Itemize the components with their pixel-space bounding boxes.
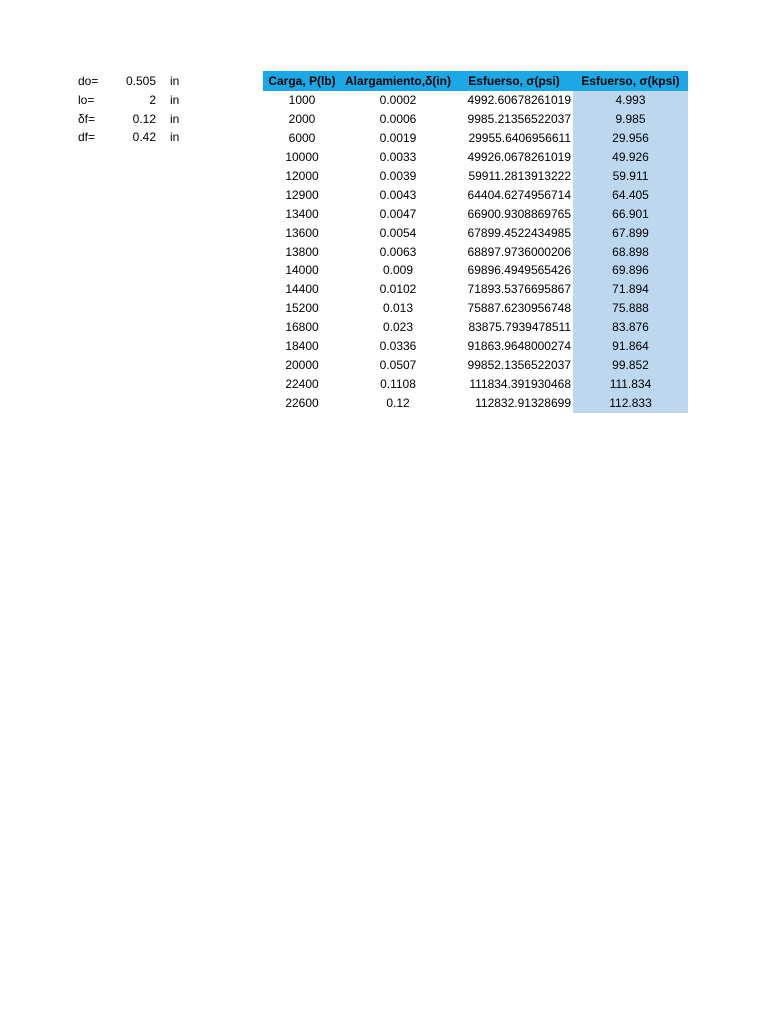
cell-elongation: 0.12 bbox=[386, 396, 410, 410]
cell-load: 12900 bbox=[285, 187, 319, 202]
cell-stress-kpsi: 64.405 bbox=[573, 186, 688, 205]
cell-stress-psi: 29955.6406956611 bbox=[468, 130, 571, 145]
header-stress-psi: Esfuerso, σ(psi) bbox=[468, 74, 560, 88]
cell-load: 13800 bbox=[285, 244, 319, 259]
cell-load: 16800 bbox=[285, 320, 319, 335]
cell-elongation: 0.0006 bbox=[379, 111, 417, 126]
param-value: 0.505 bbox=[125, 74, 156, 88]
table-row bbox=[263, 224, 688, 243]
cell-stress-psi: 68897.9736000206 bbox=[467, 244, 571, 259]
cell-stress-kpsi: 68.898 bbox=[573, 243, 688, 262]
cell-stress-kpsi: 91.864 bbox=[573, 337, 688, 356]
cell-load: 2000 bbox=[288, 111, 316, 126]
table-row bbox=[263, 167, 688, 186]
cell-elongation: 0.0039 bbox=[379, 168, 417, 183]
cell-stress-kpsi: 9.985 bbox=[573, 110, 688, 129]
table-row bbox=[263, 280, 688, 299]
param-value: 2 bbox=[149, 92, 156, 107]
header-load: Carga, P(lb) bbox=[268, 74, 336, 88]
cell-stress-psi: 111834.391930468 bbox=[469, 377, 571, 392]
cell-elongation: 0.0063 bbox=[379, 244, 417, 259]
cell-elongation: 0.0047 bbox=[379, 206, 417, 221]
table-row bbox=[263, 299, 688, 318]
cell-stress-psi: 91863.9648000274 bbox=[467, 339, 571, 354]
cell-stress-kpsi: 83.876 bbox=[573, 318, 688, 337]
cell-elongation: 0.1108 bbox=[380, 377, 416, 392]
cell-stress-psi: 4992.60678261019 bbox=[467, 93, 571, 107]
cell-stress-kpsi: 71.894 bbox=[573, 280, 688, 299]
cell-stress-kpsi: 69.896 bbox=[573, 261, 688, 280]
table-row bbox=[263, 186, 688, 205]
table-row bbox=[263, 394, 688, 413]
cell-load: 14000 bbox=[285, 263, 319, 278]
param-value: 0.42 bbox=[132, 130, 156, 145]
cell-stress-psi: 83875.7939478511 bbox=[468, 320, 571, 335]
cell-stress-kpsi: 99.852 bbox=[573, 356, 688, 375]
cell-load: 18400 bbox=[285, 339, 319, 354]
table-row bbox=[263, 110, 688, 129]
cell-stress-kpsi: 59.911 bbox=[573, 167, 688, 186]
cell-elongation: 0.0336 bbox=[379, 339, 417, 354]
cell-stress-psi: 49926.0678261019 bbox=[467, 149, 571, 164]
cell-load: 1000 bbox=[288, 93, 316, 107]
cell-load: 22400 bbox=[285, 377, 319, 392]
cell-load: 20000 bbox=[285, 358, 319, 373]
cell-stress-psi: 99852.1356522037 bbox=[467, 358, 571, 373]
cell-load: 14400 bbox=[285, 282, 319, 297]
table-header bbox=[263, 71, 688, 91]
cell-elongation: 0.0002 bbox=[379, 93, 417, 107]
cell-elongation: 0.0043 bbox=[379, 187, 417, 202]
cell-stress-kpsi: 67.899 bbox=[573, 224, 688, 243]
cell-stress-kpsi: 29.956 bbox=[573, 129, 688, 148]
cell-elongation: 0.0102 bbox=[379, 282, 417, 297]
cell-load: 12000 bbox=[285, 168, 319, 183]
param-unit: in bbox=[170, 92, 180, 107]
table-row bbox=[263, 91, 688, 110]
cell-stress-psi: 64404.6274956714 bbox=[467, 187, 571, 202]
table-row bbox=[263, 148, 688, 167]
param-label: do= bbox=[78, 74, 99, 88]
cell-stress-psi: 66900.9308869765 bbox=[467, 206, 571, 221]
cell-stress-psi: 75887.6230956748 bbox=[467, 301, 571, 316]
header-elongation: Alargamiento,δ(in) bbox=[345, 74, 451, 88]
cell-load: 13400 bbox=[285, 206, 319, 221]
stress-table bbox=[263, 71, 688, 413]
cell-elongation: 0.013 bbox=[382, 301, 414, 316]
cell-stress-kpsi: 49.926 bbox=[573, 148, 688, 167]
table-row bbox=[263, 205, 688, 224]
param-label: lo= bbox=[78, 92, 95, 107]
header-stress-kpsi: Esfuerso, σ(kpsi) bbox=[581, 74, 680, 88]
cell-elongation: 0.0054 bbox=[379, 225, 417, 240]
cell-load: 10000 bbox=[285, 149, 319, 164]
cell-stress-psi: 71893.5376695867 bbox=[467, 282, 571, 297]
cell-stress-psi: 69896.4949565426 bbox=[467, 263, 571, 278]
cell-stress-psi: 112832.91328699 bbox=[475, 396, 571, 410]
cell-elongation: 0.0507 bbox=[379, 358, 417, 373]
cell-load: 15200 bbox=[285, 301, 319, 316]
cell-elongation: 0.0033 bbox=[379, 149, 417, 164]
param-label: df= bbox=[78, 130, 96, 145]
param-unit: in bbox=[170, 130, 180, 145]
table-row bbox=[263, 375, 688, 394]
cell-stress-psi: 59911.2813913222 bbox=[468, 168, 571, 183]
cell-stress-kpsi: 75.888 bbox=[573, 299, 688, 318]
cell-stress-kpsi: 66.901 bbox=[573, 205, 688, 224]
param-unit: in bbox=[170, 74, 180, 88]
cell-load: 6000 bbox=[288, 130, 316, 145]
table-row bbox=[263, 337, 688, 356]
cell-stress-kpsi: 4.993 bbox=[573, 91, 688, 110]
cell-elongation: 0.023 bbox=[382, 320, 414, 335]
cell-stress-psi: 67899.4522434985 bbox=[467, 225, 571, 240]
cell-stress-psi: 9985.21356522037 bbox=[467, 111, 571, 126]
param-unit: in bbox=[170, 111, 180, 126]
cell-load: 13600 bbox=[285, 225, 319, 240]
table-row bbox=[263, 356, 688, 375]
table-row bbox=[263, 318, 688, 337]
cell-load: 22600 bbox=[285, 396, 319, 410]
param-value: 0.12 bbox=[132, 111, 156, 126]
table-body bbox=[263, 91, 688, 413]
table-row bbox=[263, 129, 688, 148]
table-row bbox=[263, 243, 688, 262]
cell-stress-kpsi: 111.834 bbox=[573, 375, 688, 394]
cell-elongation: 0.009 bbox=[382, 263, 414, 278]
param-label: δf= bbox=[78, 111, 96, 126]
cell-elongation: 0.0019 bbox=[379, 130, 417, 145]
cell-stress-kpsi: 112.833 bbox=[573, 394, 688, 413]
table-row bbox=[263, 261, 688, 280]
